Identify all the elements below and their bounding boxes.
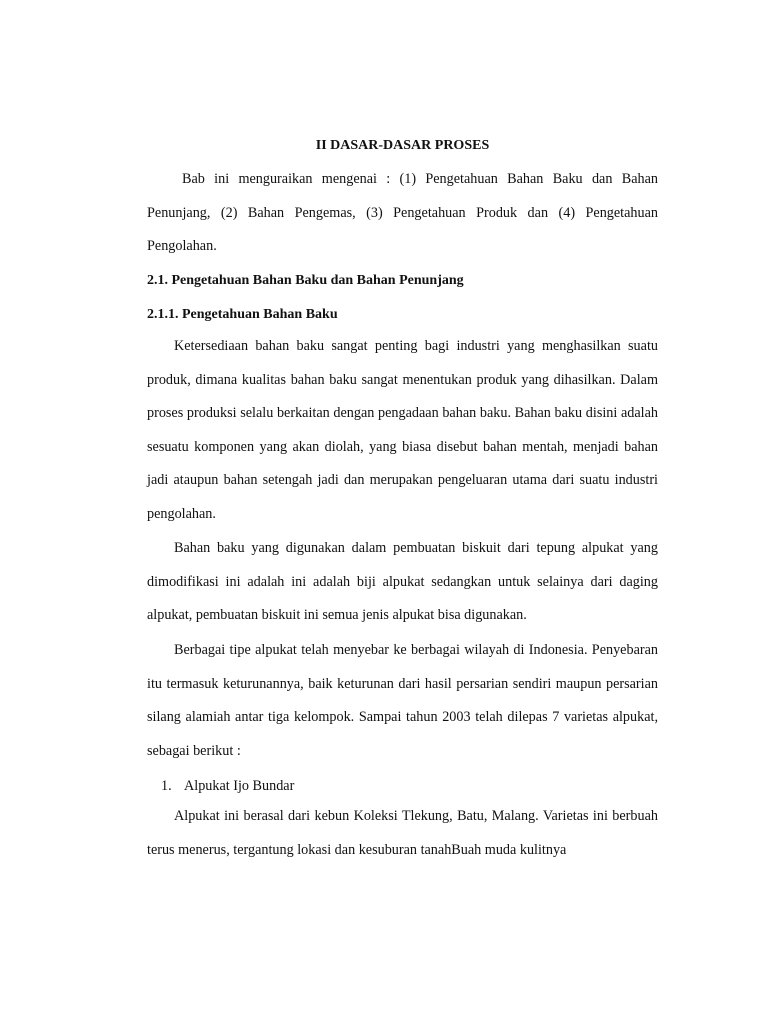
list-item-number: 1.	[161, 778, 172, 794]
list-item	[147, 776, 658, 796]
chapter-title: II DASAR-DASAR PROSES	[315, 138, 490, 153]
subsection-heading: 2.1.1. Pengetahuan Bahan Baku	[147, 307, 338, 322]
body-paragraph-3: Berbagai tipe alpukat telah menyebar ke berbagai wilayah di Indonesia. Penyebaran itu termasuk keturunannya, baik keturunan dari hasil persarian sendiri maupun persarian silang alamiah antar tiga kelompok. Sampai tahun 2003 telah dilepas 7 varietas alpukat, sebagai berikut :	[147, 642, 658, 759]
section-heading-block	[147, 271, 658, 291]
body-paragraph-2-block	[147, 532, 658, 633]
section-heading: 2.1. Pengetahuan Bahan Baku dan Bahan Penunjang	[147, 273, 464, 288]
final-paragraph: Alpukat ini berasal dari kebun Koleksi Tlekung, Batu, Malang. Varietas ini berbuah terus menerus, tergantung lokasi dan kesuburan tanahBuah muda kulitnya	[147, 808, 658, 858]
final-paragraph-block	[147, 800, 658, 867]
body-paragraph-2: Bahan baku yang digunakan dalam pembuatan biskuit dari tepung alpukat yang dimodifikasi ini adalah ini adalah biji alpukat sedangkan untuk selainya dari daging alpukat, pembuatan biskuit ini semua jenis alpukat bisa digunakan.	[147, 540, 658, 623]
list-item-label: Alpukat Ijo Bundar	[184, 778, 295, 794]
intro-paragraph: Bab ini menguraikan mengenai : (1) Pengetahuan Bahan Baku dan Bahan Penunjang, (2) Bahan Pengemas, (3) Pengetahuan Produk dan (4) Pengetahuan Pengolahan.	[147, 171, 658, 254]
body-paragraph-3-block	[147, 634, 658, 768]
intro-block	[147, 163, 658, 264]
list-block	[147, 776, 658, 796]
body-paragraph-1-block	[147, 330, 658, 531]
body-paragraph-1: Ketersediaan bahan baku sangat penting bagi industri yang menghasilkan suatu produk, dimana kualitas bahan baku sangat menentukan produk yang dihasilkan. Dalam proses produksi selalu berkaitan dengan pengadaan bahan baku. Bahan baku disini adalah sesuatu komponen yang akan diolah, yang biasa disebut bahan mentah, menjadi bahan jadi ataupun bahan setengah jadi dan merupakan pengeluaran utama dari suatu industri pengolahan.	[147, 338, 658, 522]
subsection-heading-block	[147, 305, 658, 325]
